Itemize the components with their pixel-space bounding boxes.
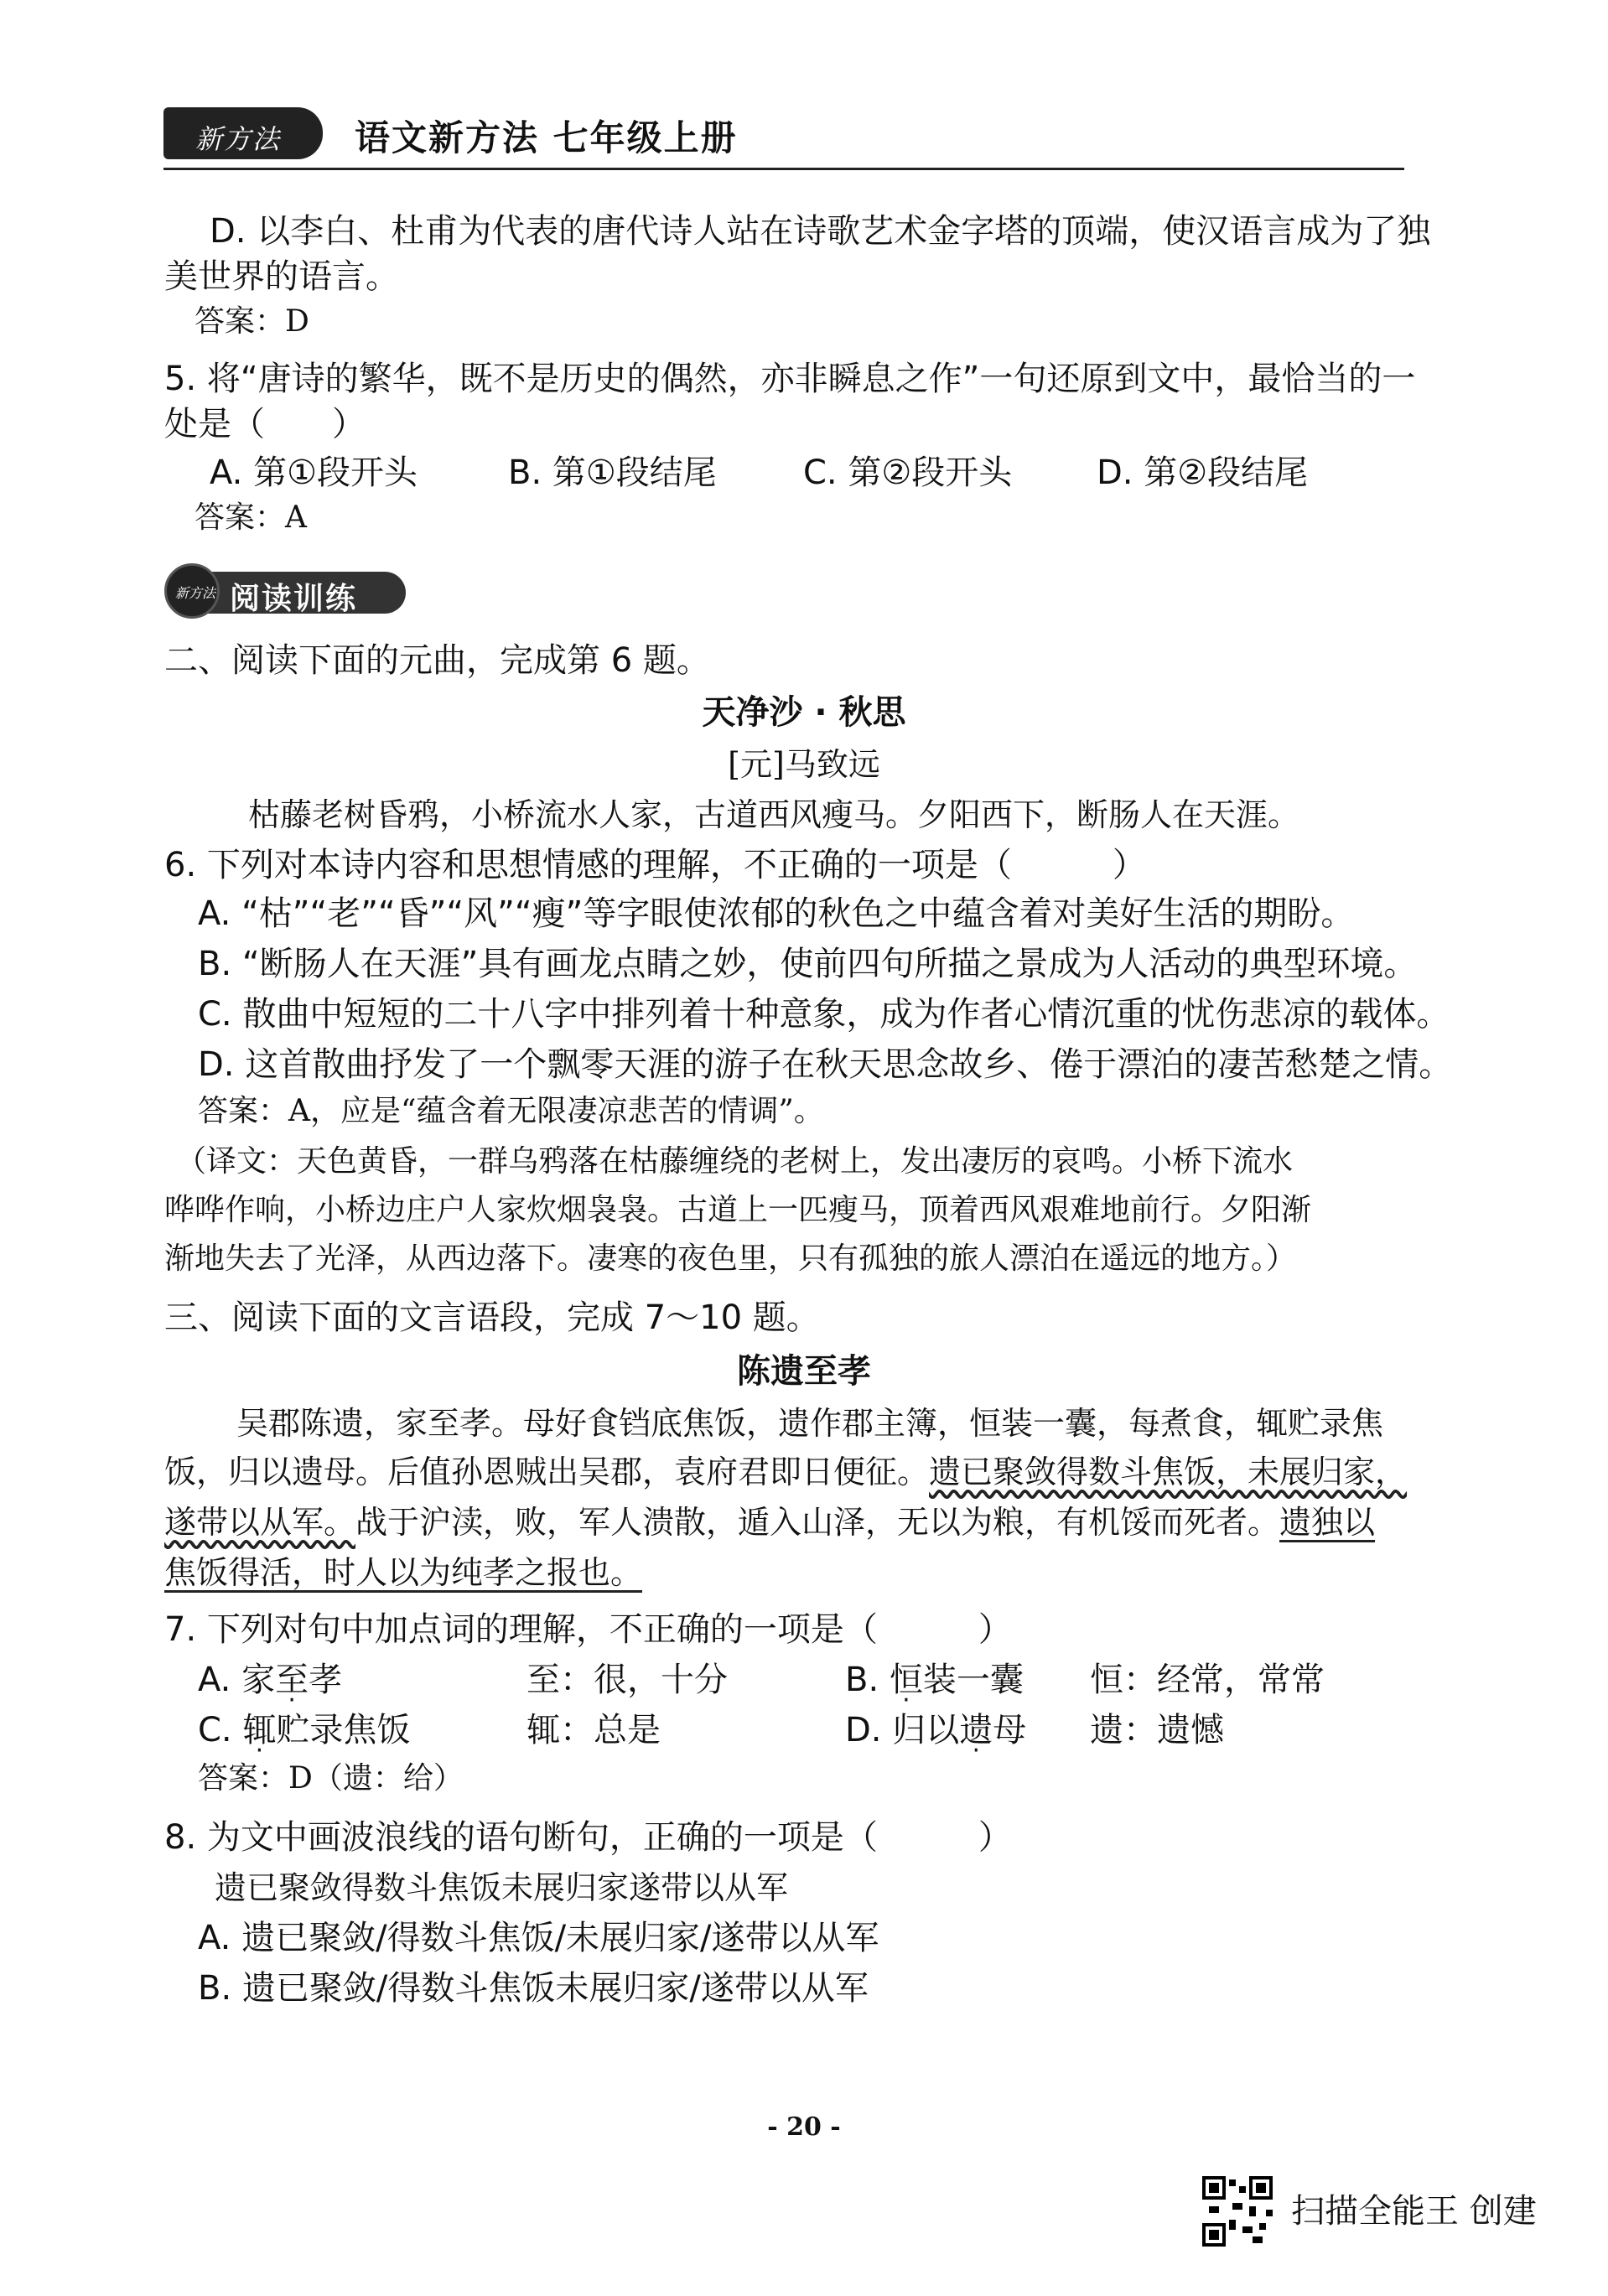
q7-c-post: 贮录焦饭 bbox=[276, 1711, 411, 1749]
q7-a-post: 孝 bbox=[309, 1661, 343, 1699]
passage-line3-plain: 战于沪渎，败，军人溃散，遁入山泽，无以为粮，有机馁而死者。 bbox=[355, 1504, 1280, 1541]
q7-b-post: 装一囊 bbox=[922, 1661, 1024, 1699]
q6-translation-line3: 渐地失去了光泽，从西边落下。凄寒的夜色里，只有孤独的旅人漂泊在遥远的地方。） bbox=[164, 1241, 1297, 1276]
q4-answer: 答案：D bbox=[195, 304, 309, 339]
passage-line4: 焦饭得活，时人以为纯孝之报也。 bbox=[164, 1554, 643, 1591]
q7-c-pre: C. bbox=[198, 1711, 243, 1749]
page-header bbox=[163, 102, 1404, 170]
section-banner-reading bbox=[164, 563, 416, 620]
q5-stem-line2: 处是（ ） bbox=[164, 405, 366, 443]
passage-line3-underlined: 遗独以 bbox=[1279, 1504, 1376, 1541]
q7-a-pre: A. 家 bbox=[198, 1661, 276, 1699]
qr-code-icon bbox=[1202, 2176, 1273, 2247]
q7-d-pre: D. 归以 bbox=[845, 1711, 960, 1749]
q6-stem: 6. 下列对本诗内容和思想情感的理解，不正确的一项是（ ） bbox=[164, 846, 1146, 884]
q5-option-d: D. 第②段结尾 bbox=[1097, 453, 1309, 492]
q7-option-b-gloss: 恒：经常，常常 bbox=[1090, 1661, 1325, 1699]
scanner-watermark-text: 扫描全能王 创建 bbox=[1291, 2192, 1537, 2231]
q6-translation-line2: 哗哗作响，小桥边庄户人家炊烟袅袅。古道上一匹瘦马，顶着西风艰难地前行。夕阳渐 bbox=[164, 1193, 1312, 1227]
passage-line3 bbox=[164, 1502, 1375, 1542]
q7-option-d bbox=[845, 1710, 1026, 1750]
banner-label: 阅读训练 bbox=[230, 582, 358, 616]
q5-option-a: A. 第①段开头 bbox=[210, 453, 418, 492]
q7-option-a bbox=[198, 1660, 342, 1700]
q5-option-b: B. 第①段结尾 bbox=[508, 453, 717, 492]
q7-d-dotted: 遗 bbox=[959, 1711, 993, 1749]
q7-answer: 答案：D（遗：给） bbox=[198, 1761, 464, 1796]
book-title: 语文新方法 七年级上册 bbox=[355, 117, 738, 158]
q4-option-d-line2: 美世界的语言。 bbox=[164, 257, 399, 296]
part2-intro: 二、阅读下面的元曲，完成第 6 题。 bbox=[164, 641, 710, 680]
passage-line2 bbox=[164, 1452, 1407, 1492]
q8-stem: 8. 为文中画波浪线的语句断句，正确的一项是（ ） bbox=[164, 1818, 1012, 1857]
banner-icon-text: 新方法 bbox=[175, 585, 216, 601]
passage-line2-plain: 饭，归以遗母。后值孙恩贼出吴郡，袁府君即日便征。 bbox=[164, 1454, 930, 1490]
q8-option-a: A. 遗已聚敛/得数斗焦饭/未展归家/遂带以从军 bbox=[198, 1919, 879, 1957]
passage-line1: 吴郡陈遗，家至孝。母好食铛底焦饭，遗作郡主簿，恒装一囊，每煮食，辄贮录焦 bbox=[236, 1405, 1384, 1442]
q7-a-dotted: 至 bbox=[275, 1661, 309, 1699]
logo-text: 新方法 bbox=[195, 123, 282, 155]
q6-option-d: D. 这首散曲抒发了一个飘零天涯的游子在秋天思念故乡、倦于漂泊的凄苦愁楚之情。 bbox=[198, 1045, 1453, 1084]
passage-line2-wavy: 遗已聚敛得数斗焦饭，未展归家， bbox=[929, 1454, 1408, 1490]
q5-option-c: C. 第②段开头 bbox=[803, 453, 1013, 492]
passage-title: 陈遗至孝 bbox=[737, 1352, 871, 1391]
banner-tag bbox=[205, 572, 406, 614]
banner-logo-icon bbox=[164, 563, 220, 619]
q5-answer: 答案：A bbox=[195, 500, 307, 535]
q7-stem: 7. 下列对句中加点词的理解，不正确的一项是（ ） bbox=[164, 1610, 1012, 1649]
q8-sentence: 遗已聚敛得数斗焦饭未展归家遂带以从军 bbox=[215, 1869, 789, 1906]
q6-option-a: A. “枯”“老”“昏”“风”“瘦”等字眼使浓郁的秋色之中蕴含着对美好生活的期盼。 bbox=[198, 894, 1355, 933]
page-number: - 20 - bbox=[767, 2112, 841, 2142]
poem-text: 枯藤老树昏鸦，小桥流水人家，古道西风瘦马。夕阳西下，断肠人在天涯。 bbox=[248, 796, 1300, 833]
q7-option-c bbox=[198, 1710, 410, 1750]
q6-answer: 答案：A，应是“蕴含着无限凄凉悲苦的情调”。 bbox=[198, 1094, 824, 1128]
poem-title: 天净沙 · 秋思 bbox=[702, 693, 906, 732]
q7-c-dotted: 辄 bbox=[242, 1711, 277, 1749]
q4-option-d-line1: D. 以李白、杜甫为代表的唐代诗人站在诗歌艺术金字塔的顶端，使汉语言成为了独 bbox=[210, 212, 1431, 251]
q7-option-c-gloss: 辄：总是 bbox=[526, 1711, 661, 1749]
publisher-logo bbox=[163, 107, 323, 159]
q6-option-b: B. “断肠人在天涯”具有画龙点睛之妙，使前四句所描之景成为人活动的典型环境。 bbox=[198, 945, 1418, 983]
q7-b-pre: B. bbox=[845, 1661, 890, 1699]
q5-stem-line1: 5. 将“唐诗的繁华，既不是历史的偶然，亦非瞬息之作”一句还原到文中，最恰当的一 bbox=[164, 360, 1416, 398]
q7-b-dotted: 恒 bbox=[889, 1661, 923, 1699]
q7-d-post: 母 bbox=[993, 1711, 1027, 1749]
q7-option-d-gloss: 遗：遗憾 bbox=[1090, 1711, 1224, 1749]
passage-line3-wavy: 遂带以从军。 bbox=[164, 1504, 356, 1541]
q6-option-c: C. 散曲中短短的二十八字中排列着十种意象，成为作者心情沉重的忧伤悲凉的载体。 bbox=[198, 995, 1450, 1034]
poem-author: [元]马致远 bbox=[728, 746, 880, 783]
q6-translation-line1: （译文：天色黄昏，一群乌鸦落在枯藤缠绕的老树上，发出凄厉的哀鸣。小桥下流水 bbox=[176, 1144, 1294, 1179]
q8-option-b: B. 遗已聚敛/得数斗焦饭未展归家/遂带以从军 bbox=[198, 1969, 869, 2008]
q7-option-a-gloss: 至：很，十分 bbox=[526, 1661, 728, 1699]
q7-option-b bbox=[845, 1660, 1024, 1700]
part3-intro: 三、阅读下面的文言语段，完成 7～10 题。 bbox=[164, 1298, 820, 1337]
